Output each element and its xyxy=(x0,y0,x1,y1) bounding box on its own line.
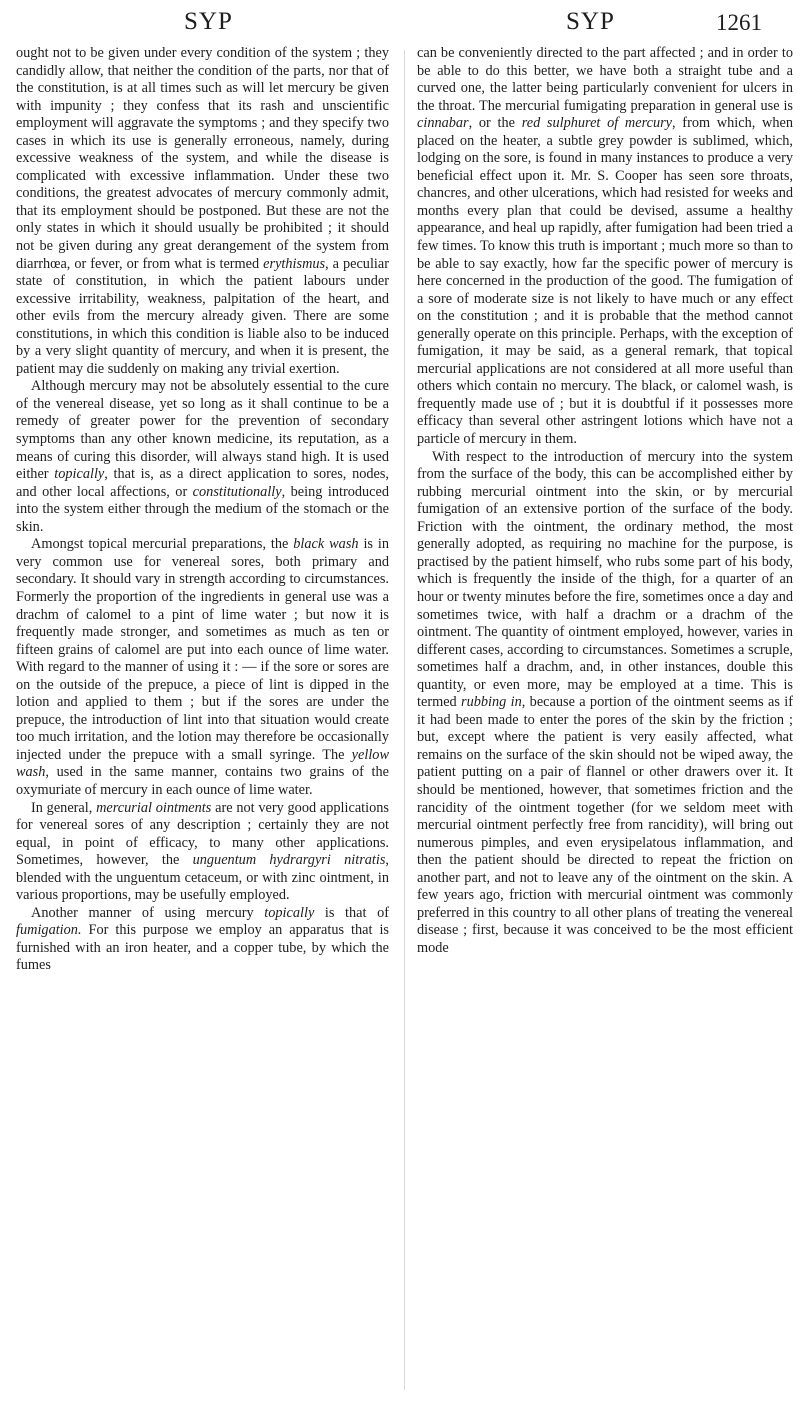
paragraph: Another manner of using mercury topically is that of fumigation. For this purpose we employ an apparatus that is furnished with an iron heater, and a copper tube, by which the fumes xyxy=(16,904,389,974)
running-head-left: SYP xyxy=(184,8,233,35)
paragraph: Although mercury may not be absolutely essential to the cure of the venereal disease, yet so long as it shall continue to be a remedy of greater power for the prevention of secondary symptoms than any other known medicine, its reputation, as a means of curing this disorder, will always stand high. It is used either topically, that is, as a direct application to sores, nodes, and other local affections, or constitutionally, being introduced into the system either through the medium of the stomach or the skin. xyxy=(16,378,390,535)
paragraph: can be conveniently directed to the part affected ; and in order to be able to do this better, we have both a straight tube and a curved one, the latter being particularly convenient for ulcers in the throat. The mercurial fumigating preparation in general use is cinnabar, or the red sulphuret of mercury, from which, when placed on the heater, a subtle grey powder is sublimed, which, lodging on the sore, is found in many instances to produce a very beneficial effect upon it. Mr. S. Cooper has seen sore throats, chancres, and other ulcerations, which had resisted for weeks and months every plan that could be devised, assume a healthy appearance, and heal up rapidly, after fumigation had been tried a few times. To know this truth is important ; much more so than to be able to say exactly, how far the specific power of mercury is here concerned in the production of the good. The fumigation of a sore of moderate size is not likely to have much or any effect on the constitution ; and it is probable that the method cannot generally operate on this principle. Perhaps, with the exception of fumigation, it may be said, as a general remark, that topical mercurial applications are not considered at all more useful than others which contain no mercury. The black, or calomel wash, is frequently made use of ; but it is doubtful if it possesses more efficacy than several other astringent lotions which have not a particle of mercury in them. xyxy=(417,45,793,448)
page-number: 1261 xyxy=(716,10,762,35)
paragraph: ought not to be given under every condition of the system ; they candidly allow, that neither the condition of the parts, nor that of the constitution, is at all times such as will let mercury be given with impunity ; they confess that its rash and unscientific employment will aggravate the symptoms ; and they specify two cases in which its use is generally erroneous, namely, during excessive weakness of the system, and while the disease is complicated with excessive inflammation. Under these two conditions, the greatest advocates of mercury commonly admit, that its employment should be postponed. But these are not the only states in which it should usually be prohibited ; it should not be given during any great derangement of the system from diarrhœa, or fever, or from what is termed erythismus, a peculiar state of constitution, in which the patient labours under excessive irritability, weakness, palpitation of the heart, and other evils from the mercury already given. There are some constitutions, in which this condition is liable also to be induced by a very slight quantity of mercury, and when it is present, the patient may die suddenly on making any trivial exertion. xyxy=(16,45,390,377)
paragraph: With respect to the introduction of mercury into the system from the surface of the body, this can be accomplished either by rubbing mercurial ointment into the skin, or by mercurial fumigation of an extensive portion of the surface of the body. Friction with the ointment, the ordinary method, the most generally adopted, as requiring no machine for the purpose, is practised by the patient himself, who rubs some part of his body, which is frequently the inside of the thigh, for a quarter of an hour or twenty minutes before the fire, sometimes once a day and sometimes twice, with half a drachm or a drachm of the ointment. The quantity of ointment employed, however, varies in different cases, according to circumstances. Sometimes a scruple, sometimes half a drachm, and, in other instances, double this quantity, or even more, may be employed at a time. This is termed rubbing in, because a portion of the ointment seems as if it had been made to enter the pores of the skin by the friction ; but, except where the patient is very easily affected, what remains on the surface of the skin should not be wiped away, the patient putting on a pair of flannel or other drawers over it. It should be mentioned, however, that sometimes friction and the rancidity of the ointment together (for we seldom meet with mercurial ointment perfectly free from rancidity), will bring out numerous pimples, and even erysipelatous inflammation, and then the patient should be directed to repeat the friction on another part, and not to leave any of the ointment on the skin. A few years ago, friction with mercurial ointment was commonly preferred in this country to all other plans of treating the venereal disease ; first, because it was conceived to be the most efficient mode xyxy=(417,448,793,956)
left-column xyxy=(16,45,389,975)
running-head xyxy=(0,0,801,44)
paragraph: In general, mercurial ointments are not very good applications for venereal sores of any description ; certainly they are not equal, in point of efficacy, to many other applications. Sometimes, however, the unguentum hydrargyri nitratis, blended with the unguentum cetaceum, or with zinc ointment, in various proportions, may be usefully employed. xyxy=(16,799,389,904)
right-column xyxy=(417,45,793,957)
paragraph: Amongst topical mercurial preparations, the black wash is in very common use for venereal sores, both primary and secondary. It should vary in strength according to circumstances. Formerly the proportion of the ingredients in general use was a drachm of calomel to a pint of lime water ; but now it is frequently made stronger, and sometimes as much as ten or fifteen grains of calomel are put into each ounce of lime water. With regard to the manner of using it : — if the sore or sores are on the outside of the prepuce, a piece of lint is dipped in the lotion and applied to them ; but if the sores are under the prepuce, the introduction of lint into that situation would create too much irritation, and the lotion may therefore be occasionally injected under the prepuce with a small syringe. The yellow wash, used in the same manner, contains two grains of the oxymuriate of mercury in each ounce of lime water. xyxy=(16,536,389,798)
column-divider xyxy=(404,50,405,1390)
running-head-center: SYP xyxy=(566,8,615,35)
